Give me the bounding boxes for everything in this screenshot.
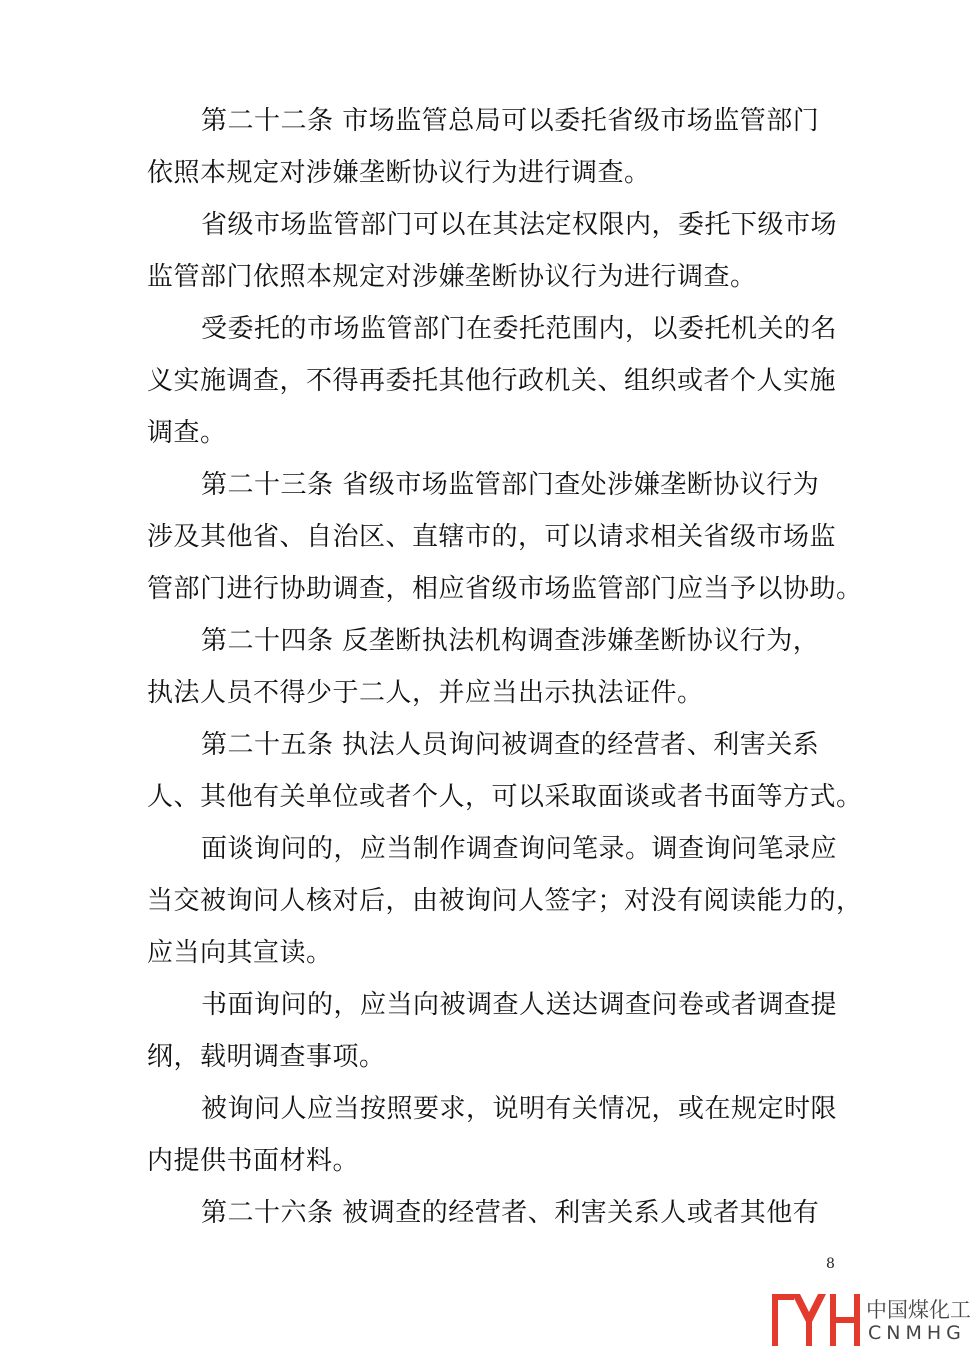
text-line: 第二十四条 反垄断执法机构调查涉嫌垄断协议行为， xyxy=(201,626,820,656)
text-line: 执法人员不得少于二人，并应当出示执法证件。 xyxy=(147,678,704,708)
text-line: 省级市场监管部门可以在其法定权限内，委托下级市场 xyxy=(201,210,838,240)
document-body xyxy=(147,95,863,1239)
text-line: 书面询问的，应当向被调查人送达调查问卷或者调查提 xyxy=(201,990,838,1020)
text-line: 第二十三条 省级市场监管部门查处涉嫌垄断协议行为 xyxy=(201,470,820,500)
cnmhg-logo-icon xyxy=(770,1292,862,1348)
text-line: 人、其他有关单位或者个人，可以采取面谈或者书面等方式。 xyxy=(147,782,863,812)
text-line: 第二十五条 执法人员询问被调查的经营者、利害关系 xyxy=(201,730,820,760)
text-line: 义实施调查，不得再委托其他行政机关、组织或者个人实施 xyxy=(147,366,837,396)
text-line: 监管部门依照本规定对涉嫌垄断协议行为进行调查。 xyxy=(147,262,757,292)
text-line: 涉及其他省、自治区、直辖市的，可以请求相关省级市场监 xyxy=(147,522,837,552)
text-line: 第二十二条 市场监管总局可以委托省级市场监管部门 xyxy=(201,106,820,136)
watermark-name-cn: 中国煤化工 xyxy=(866,1298,971,1322)
text-line: 调查。 xyxy=(147,418,227,448)
text-line: 面谈询问的，应当制作调查询问笔录。调查询问笔录应 xyxy=(201,834,838,864)
text-line: 纲，载明调查事项。 xyxy=(147,1042,386,1072)
watermark xyxy=(770,1290,975,1352)
text-line: 应当向其宣读。 xyxy=(147,938,333,968)
text-line: 当交被询问人核对后，由被询问人签字；对没有阅读能力的， xyxy=(147,886,863,916)
watermark-name-en: CNMHG xyxy=(868,1322,966,1344)
text-line: 依照本规定对涉嫌垄断协议行为进行调查。 xyxy=(147,158,651,188)
text-line: 管部门进行协助调查，相应省级市场监管部门应当予以协助。 xyxy=(147,574,863,604)
text-line: 受委托的市场监管部门在委托范围内，以委托机关的名 xyxy=(201,314,838,344)
text-line: 被询问人应当按照要求，说明有关情况，或在规定时限 xyxy=(201,1094,838,1124)
page-number: 8 xyxy=(826,1256,835,1272)
text-line: 内提供书面材料。 xyxy=(147,1146,360,1176)
text-line: 第二十六条 被调查的经营者、利害关系人或者其他有 xyxy=(201,1198,820,1228)
